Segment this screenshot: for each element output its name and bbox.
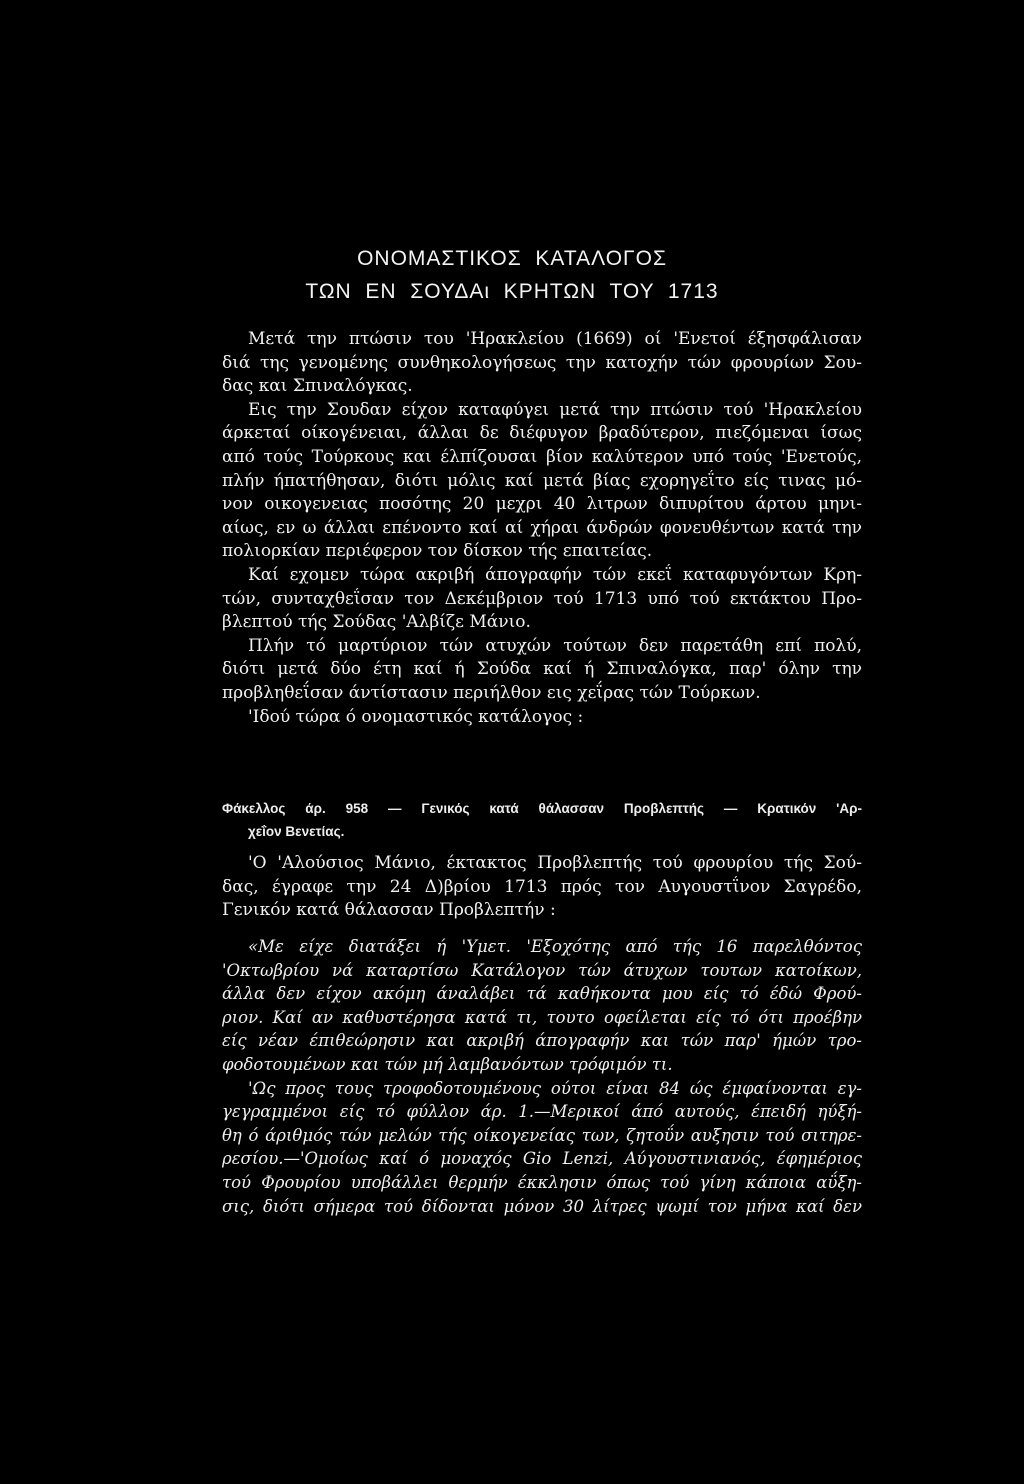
text-line: πλήν ήπατήθησαν, διότι μόλις καί μετά βίας εχορηγεΐτο είς τινας μό- bbox=[222, 470, 862, 491]
page-title: ΟΝΟΜΑΣΤΙΚΟΣ ΚΑΤΑΛΟΓΟΣ bbox=[357, 247, 667, 270]
text-line: δας, έγραφε την 24 Δ)βρίου 1713 πρός τον Αυγουστΐνον Σαγρέδο, bbox=[222, 876, 862, 897]
text-line: αίως, εν ω άλλαι επένοντο καί αί χήραι άνδρών φονευθέντων κατά την bbox=[222, 517, 862, 538]
quote-line: 'Οκτωβρίου νά καταρτίσω Κατάλογον τών άτυχων τουτων κατοίκων, bbox=[222, 960, 862, 980]
text-line: Εις την Σουδαν είχον καταφύγει μετά την πτώσιν τού 'Ηρακλείου bbox=[248, 399, 862, 420]
text-line: Καί εχομεν τώρα ακριβή άπογραφήν τών εκεΐ καταφυγόντων Κρη- bbox=[248, 564, 862, 585]
text-line: Μετά την πτώσιν του 'Ηρακλείου (1669) οί 'Ενετοί έξησφάλισαν bbox=[248, 329, 862, 349]
text-line: διότι μετά δύο έτη καί ή Σούδα καί ή Σπιναλόγκα, παρ' όλην την bbox=[222, 659, 862, 680]
text-line: νον οικογενειας ποσότης 20 μεχρι 40 λιτρων διπυρίτου άρτου μηνι- bbox=[222, 494, 862, 515]
quoted-letter bbox=[222, 935, 862, 1218]
paragraph bbox=[222, 564, 862, 635]
quote-line: τού Φρουρίου υποβάλλει θερμήν έκκλησιν όπως τού γίνη κάποια αΰξη- bbox=[222, 1172, 862, 1192]
quote-line: θη ό άριθμός τών μελών τής οίκογενείας των, ζητοΰν αυξησιν τού σιτηρε- bbox=[222, 1125, 862, 1145]
body-text-continued bbox=[222, 852, 862, 923]
text-line: 'Ο 'Αλούσιος Μάνιο, έκτακτος Προβλεπτής τού φρουρίου τής Σού- bbox=[248, 853, 862, 873]
text-line: άρκεταί οίκογένειαι, άλλαι δε διέφυγον βραδύτερον, πιεζόμεναι ίσως bbox=[222, 423, 862, 444]
reference-line: Φάκελλος άρ. 958 — Γενικός κατά θάλασσαν Προβλεπτής — Κρατικόν 'Αρ- bbox=[222, 801, 862, 816]
reference-line: χεΐον Βενετίας. bbox=[248, 824, 345, 839]
quote-line: ριον. Καί αν καθυστέρησα κατά τι, τουτο οφείλεται είς τό ότι προέβην bbox=[222, 1007, 862, 1027]
quote-paragraph bbox=[222, 1077, 862, 1219]
text-line: βλεπτού τής Σούδας 'Αλβίζε Μάνιο. bbox=[222, 612, 531, 633]
quote-line: «Με είχε διατάξει ή 'Υμετ. 'Εξοχότης από τής 16 παρελθόντος bbox=[248, 937, 862, 956]
quote-line: 'Ως προς τους τροφοδοτουμένους ούτοι είναι 84 ώς έμφαίνονται εγ- bbox=[248, 1078, 862, 1098]
quote-line: ρεσίου.—'Ομοίως καί ό μοναχός Gio Lenzi, Αύγουστινιανός, έφημέριος bbox=[222, 1149, 862, 1169]
quote-line: άλλα δεν είχον ακόμη άναλάβει τά καθήκοντα μου είς τό έδώ Φρού- bbox=[222, 984, 862, 1004]
archive-reference bbox=[222, 797, 862, 843]
quote-line: σις, διότι σήμερα τού δίδονται μόνον 30 λίτρες ψωμί τον μήνα καί δεν bbox=[222, 1196, 862, 1216]
quote-line: φοδοτουμένων και τών μή λαμβανόντων τρόφιμόν τι. bbox=[222, 1054, 673, 1074]
body-text bbox=[222, 328, 862, 729]
quote-line: γεγραμμένοι είς τό φύλλον άρ. 1.—Μερικοί άπό αυτούς, έπειδή ηύξή- bbox=[222, 1102, 862, 1122]
page-subtitle: ΤΩΝ ΕΝ ΣΟΥΔΑι ΚΡΗΤΩΝ ΤΟΥ 1713 bbox=[305, 280, 719, 303]
paragraph bbox=[222, 635, 862, 706]
paragraph bbox=[222, 328, 862, 399]
text-line: Πλήν τό μαρτύριον τών ατυχών τούτων δεν παρετάθη επί πολύ, bbox=[248, 635, 862, 656]
text-line: διά της γενομένης συνθηκολογήσεως την κατοχήν τών φρουρίων Σου- bbox=[222, 352, 862, 373]
quote-line: είς νέαν έπιθεώρησιν και ακριβή άπογραφήν και τών παρ' ήμών τρο- bbox=[222, 1031, 862, 1051]
text-line: από τούς Τούρκους και έλπίζουσαι βίον καλύτερον υπό τούς 'Ενετούς, bbox=[222, 446, 862, 467]
text-line: 'Ιδού τώρα ό ονομαστικός κατάλογος : bbox=[248, 706, 584, 727]
paragraph bbox=[222, 706, 862, 730]
text-line: προβληθεΐσαν άντίστασιν περιήλθον εις χεΐρας τών Τούρκων. bbox=[222, 682, 761, 703]
text-line: δας και Σπιναλόγκας. bbox=[222, 376, 413, 397]
text-line: τών, συνταχθεΐσαν τον Δεκέμβριον τού 1713 υπό τού εκτάκτου Προ- bbox=[222, 588, 862, 609]
quote-paragraph bbox=[222, 935, 862, 1077]
paragraph bbox=[222, 399, 862, 564]
text-line: Γενικόν κατά θάλασσαν Προβλεπτήν : bbox=[222, 900, 556, 921]
text-line: πολιορκίαν περιέφερον τον δίσκον τής επαιτείας. bbox=[222, 541, 653, 562]
